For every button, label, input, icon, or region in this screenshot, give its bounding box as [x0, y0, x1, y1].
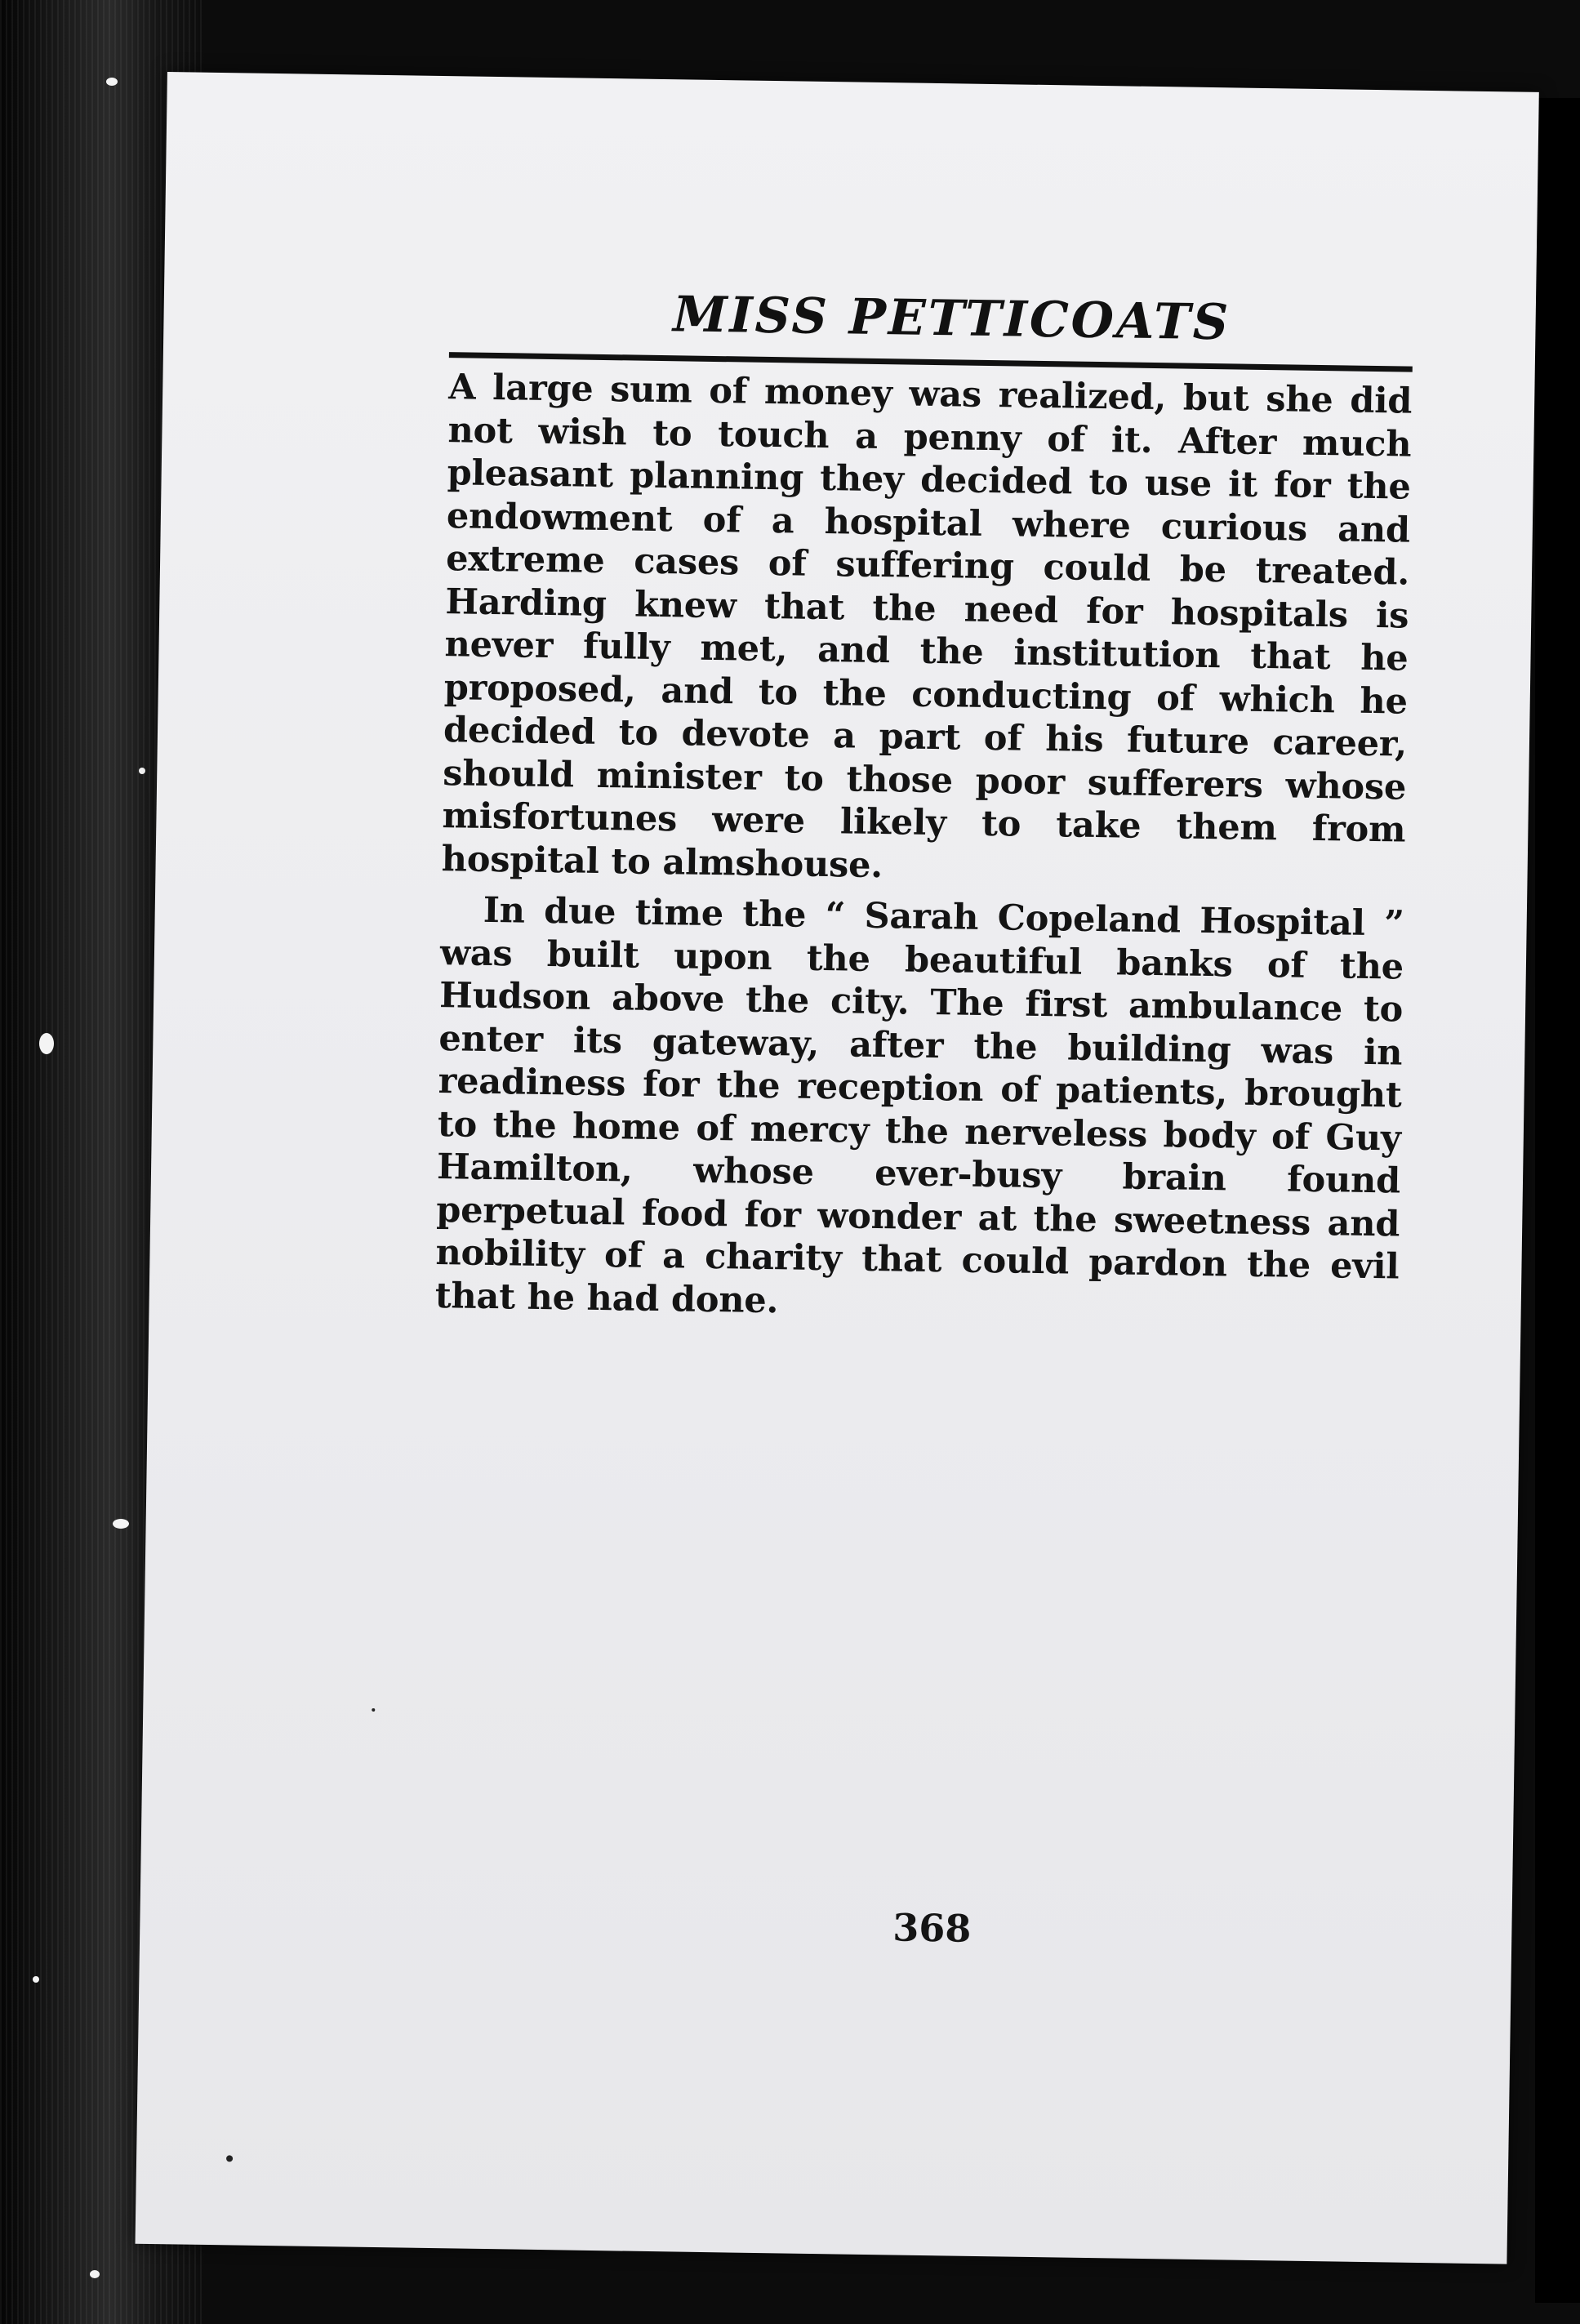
page-number: 368: [892, 1905, 972, 1951]
dust-speck: [39, 1033, 54, 1054]
body-paragraph: In due time the “ Sarah Copeland Hospital ” was built upon the beautiful banks of the Hudson above the city. The first ambulance to enter its gateway, after the building was in readiness for the reception of patients, brought to the home of mercy the nerveless body of Guy Hamilton, whose ever-busy brain found perpetual food for wonder at the sweetness and nobility of a charity that could pardon the evil that he had done.: [434, 889, 1405, 1321]
dust-speck: [113, 1519, 129, 1529]
film-right-edge: [1535, 98, 1580, 2303]
dust-speck: [106, 78, 118, 86]
text-block: [434, 282, 1413, 1951]
page-blemish: [226, 2155, 233, 2161]
page-blemish: [372, 1708, 375, 1712]
body-paragraph: A large sum of money was realized, but she did not wish to touch a penny of it. After much pleasant planning they decided to use it for the endowment of a hospital where curious and extreme cases of suffering could be treated. Harding knew that the need for hospitals is never fully met, and the institution that he proposed, and to the conducting of which he decided to devote a part of his future career, should minister to those poor sufferers whose misfortunes were likely to take them from hospital to almshouse.: [441, 367, 1413, 886]
dust-speck: [90, 2270, 100, 2278]
dust-speck: [139, 768, 145, 774]
dust-speck: [33, 1976, 39, 1983]
book-page: [136, 72, 1539, 2264]
running-head: MISS PETTICOATS: [672, 286, 1231, 352]
